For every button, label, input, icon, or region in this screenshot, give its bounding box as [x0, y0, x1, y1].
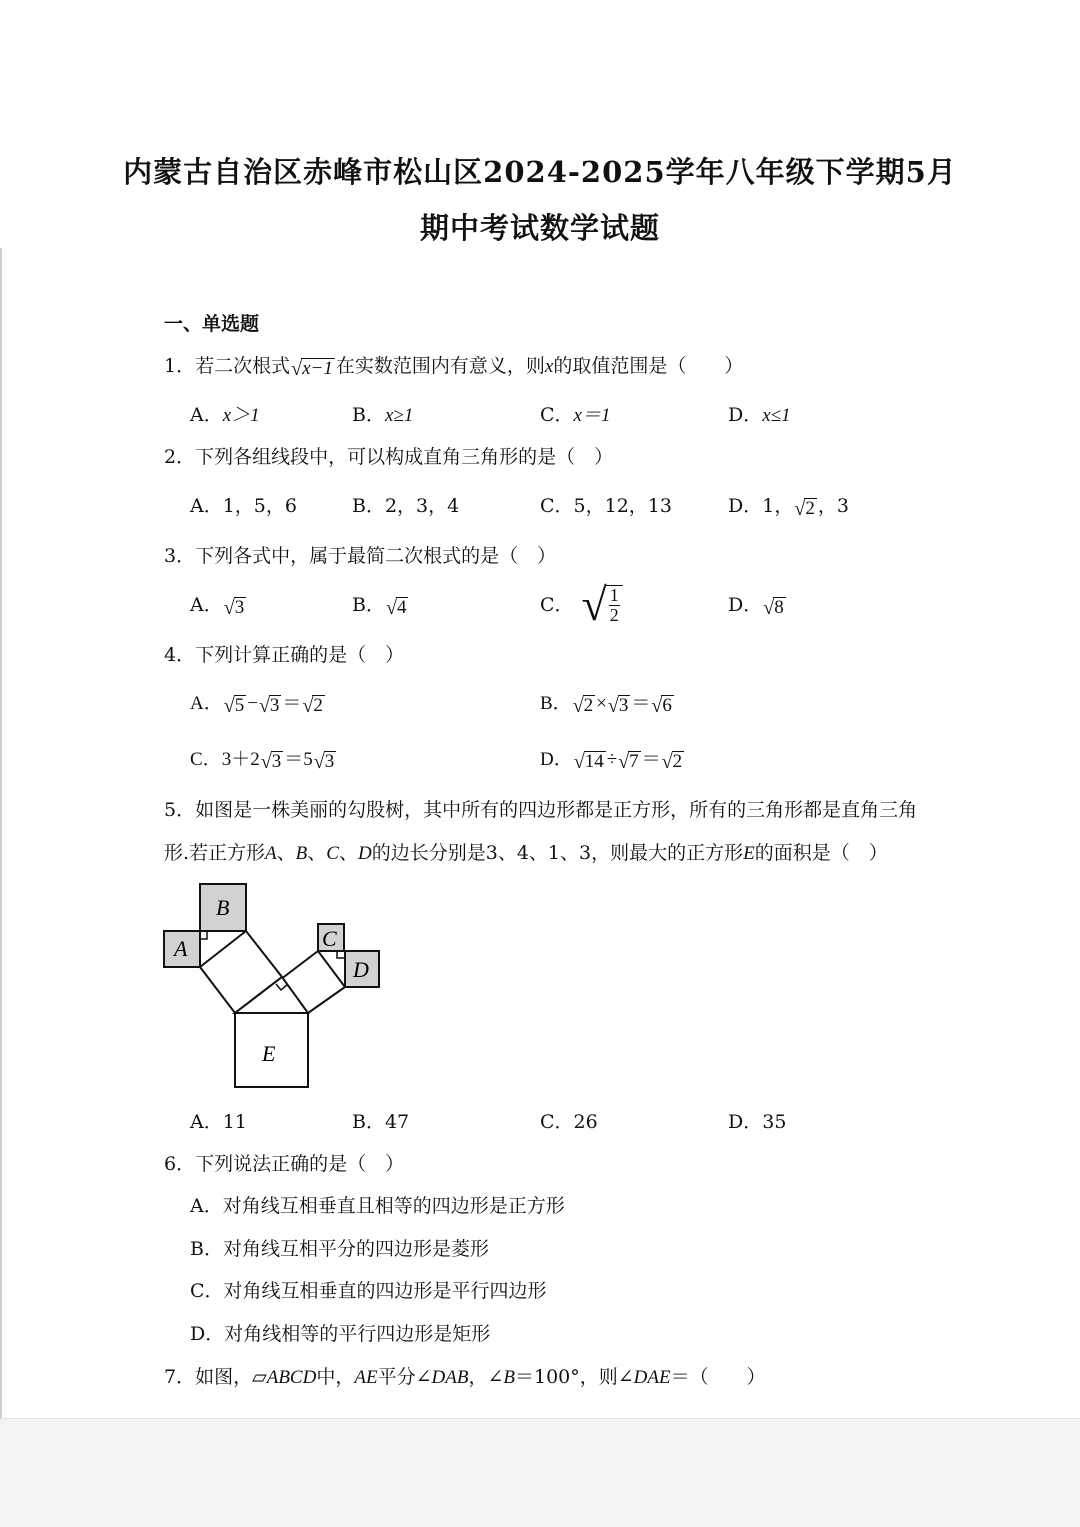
- pythagoras-tree-figure: [160, 880, 385, 1092]
- label-c: C: [322, 926, 337, 951]
- question-2-stem: 2．下列各组线段中，可以构成直角三角形的是（ ）: [164, 446, 614, 468]
- q5-option-c: C．26: [540, 1111, 598, 1133]
- title-line-1: 内蒙古自治区赤峰市松山区2024-2025学年八年级下学期5月: [123, 155, 957, 189]
- label-a: A: [174, 936, 188, 961]
- q4-option-c: C．3＋2 √ 3 ＝5 √ 3: [190, 749, 335, 773]
- q3-option-d: D． √ 8: [728, 594, 784, 619]
- question-5-line-1: 5．如图是一株美丽的勾股树，其中所有的四边形都是正方形，所有的三角形都是直角三角: [164, 799, 918, 821]
- q6-option-b: B．对角线互相平分的四边形是菱形: [190, 1238, 489, 1260]
- q2-option-c: C．5，12，13: [540, 495, 672, 517]
- q1-option-a: A．x＞1: [190, 404, 260, 426]
- question-7-stem: 7．如图，▱ABCD中，AE平分∠DAB，∠B＝100°，则∠DAE＝（ ）: [164, 1366, 766, 1388]
- q6-option-d: D．对角线相等的平行四边形是矩形: [190, 1323, 491, 1345]
- q1-option-b: B．x≥1: [352, 404, 414, 426]
- page-bottom-margin: [0, 1418, 1080, 1527]
- question-5-line-2: 形.若正方形A、B、C、D的边长分别是3、4、1、3，则最大的正方形E的面积是（ ）: [164, 842, 888, 864]
- q3-option-c: C． √ $\frac{1}{2}$: [540, 580, 623, 630]
- q1-option-c: C．x＝1: [540, 404, 611, 426]
- q2-option-a: A．1，5，6: [190, 495, 297, 517]
- q4-option-a: A． √ 5 − √ 3 ＝ √ 2: [190, 693, 323, 717]
- q5-option-a: A．11: [190, 1111, 247, 1133]
- label-d: D: [353, 957, 369, 982]
- question-4-stem: 4．下列计算正确的是（ ）: [164, 644, 405, 666]
- q5-option-b: B．47: [352, 1111, 410, 1133]
- title-line-2: 期中考试数学试题: [419, 211, 660, 245]
- q4-option-d: D． √ 14 ÷ √ 7 ＝ √ 2: [540, 749, 683, 773]
- question-1-stem: 1．若二次根式 √ x−1 在实数范围内有意义，则x的取值范围是（ ）: [164, 355, 744, 380]
- q3-option-a: A． √ 3: [190, 594, 245, 619]
- q5-option-d: D．35: [728, 1111, 787, 1133]
- radical: √ x−1: [291, 358, 333, 380]
- q4-option-b: B． √ 2 × √ 3 ＝ √ 6: [540, 693, 672, 717]
- section-heading: 一、单选题: [164, 313, 260, 335]
- page-edge: [0, 248, 2, 1420]
- question-6-stem: 6．下列说法正确的是（ ）: [164, 1153, 405, 1175]
- q3-option-b: B． √ 4: [352, 594, 407, 619]
- q2-option-d: D．1， √ 2 ，3: [728, 495, 849, 520]
- q2-option-b: B．2，3，4: [352, 495, 460, 517]
- q6-option-c: C．对角线互相垂直的四边形是平行四边形: [190, 1280, 547, 1302]
- q6-option-a: A．对角线互相垂直且相等的四边形是正方形: [190, 1195, 565, 1217]
- label-e: E: [262, 1041, 276, 1066]
- q1-option-d: D．x≤1: [728, 404, 791, 426]
- label-b: B: [216, 895, 230, 920]
- question-3-stem: 3．下列各式中，属于最简二次根式的是（ ）: [164, 545, 557, 567]
